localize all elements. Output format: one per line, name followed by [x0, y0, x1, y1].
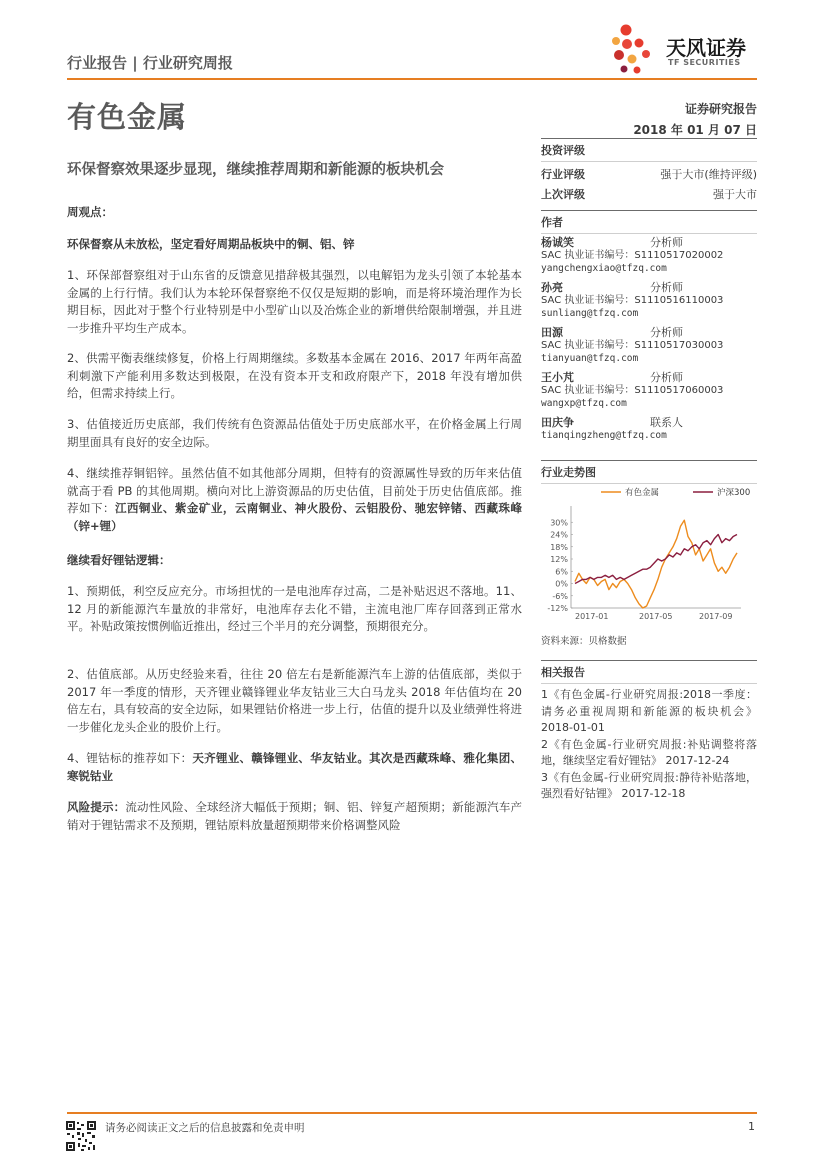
- legend-label: 有色金属: [625, 488, 660, 498]
- sector-title: 有色金属: [67, 100, 188, 134]
- author-4: [541, 371, 757, 410]
- paragraph-7-normal: 4、锂钴标的推荐如下：: [67, 751, 193, 765]
- paragraph-5-text: 1、预期低，利空反应充分。市场担忧的一是电池库存过高，二是补贴迟迟不落地。11、12 月的新能源汽车量放的非常好，电池库存去化不错，主流电池厂库存回落到正常水平。补贴政策按惯例临近推出，经过三个半月的充分调整，预期很充分。: [67, 584, 522, 633]
- authors-rule: [541, 233, 757, 234]
- legend-label: 沪深300: [717, 488, 751, 498]
- risk-label: 风险提示：: [67, 800, 126, 814]
- risk-text: [67, 799, 522, 834]
- related-report-date: 2017-12-18: [621, 787, 686, 800]
- x-tick-label: 2017-05: [639, 612, 673, 621]
- previous-rating-label: 上次评级: [541, 188, 585, 201]
- author-email[interactable]: tianyuan@tfzq.com: [541, 353, 639, 364]
- risk-paragraph: [67, 799, 522, 834]
- risk-body: 流动性风险、全球经济大幅低于预期；铜、铝、锌复产超预期；新能源汽车产销对于锂钴需求不及预期，锂钴原料放量超预期带来价格调整风险: [67, 800, 522, 832]
- author-cert: SAC 执业证书编号：S1110517020002: [541, 250, 724, 261]
- section1-heading: [67, 236, 522, 254]
- author-role: 分析师: [650, 326, 683, 339]
- section2-heading: [67, 552, 522, 570]
- y-tick-label: 18%: [550, 542, 568, 552]
- chart-source: 资料来源：贝格数据: [541, 636, 627, 647]
- rating-top-rule: [541, 138, 757, 139]
- author-email[interactable]: wangxp@tfzq.com: [541, 398, 627, 409]
- logo-mark-icon: [610, 22, 665, 74]
- paragraph-4-bold: 江西铜业、紫金矿业，云南铜业、神火股份、云铝股份、驰宏锌锗、西藏珠峰（锌+锂）: [67, 501, 523, 533]
- report-date: 2018 年 01 月 07 日: [633, 123, 757, 137]
- paragraph-7-text: [67, 750, 522, 785]
- report-category: 行业报告 | 行业研究周报: [67, 54, 233, 72]
- related-report-item[interactable]: [541, 737, 757, 770]
- author-role: 分析师: [650, 236, 683, 249]
- footer-divider: [67, 1112, 757, 1114]
- related-report-title[interactable]: 1《有色金属-行业研究周报:2018一季度：请务必重视周期和新能源的板块机会》: [541, 688, 757, 718]
- author-3: [541, 326, 757, 365]
- y-tick-label: 6%: [555, 567, 568, 577]
- author-role: 分析师: [650, 371, 683, 384]
- chart-heading: 行业走势图: [541, 466, 596, 479]
- header-divider: [67, 78, 757, 80]
- y-tick-label: 30%: [550, 518, 568, 528]
- author-cert: SAC 执业证书编号：S1110517030003: [541, 340, 724, 351]
- rating-heading: 投资评级: [541, 144, 585, 157]
- related-report-item[interactable]: [541, 687, 757, 737]
- paragraph-2-text: 2、供需平衡表继续修复，价格上行周期继续。多数基本金属在 2016、2017 年两年高盈利刺激下产能利用多数达到极限，在没有资本开支和政府限产下，2018 年没有增加供给，但需求持续上行。: [67, 351, 522, 400]
- x-tick-label: 2017-09: [699, 612, 733, 621]
- paragraph-5: [67, 583, 522, 636]
- industry-rating-label: 行业评级: [541, 168, 585, 181]
- page-number: 1: [748, 1120, 755, 1133]
- weekly-view-label: [67, 204, 522, 222]
- related-rule: [541, 683, 757, 684]
- author-1: [541, 236, 757, 275]
- paragraph-1-text: 1、环保部督察组对于山东省的反馈意见措辞极其强烈，以电解铝为龙头引领了本轮基本金属的上行行情。我们认为本轮环保督察绝不仅仅是短期的影响，而是将环境治理作为长期目标，因此对于整个行业特别是中小型矿山以及冶炼企业的新增供给限制增强，并且进一步推升平均生产成本。: [67, 268, 522, 335]
- series-line-nonferrous: [575, 520, 737, 608]
- report-title: 环保督察效果逐步显现，继续推荐周期和新能源的板块机会: [67, 162, 444, 178]
- paragraph-3: [67, 416, 522, 451]
- authors-heading: 作者: [541, 216, 563, 229]
- industry-rating-row: [541, 166, 757, 182]
- paragraph-7-bold: 天齐锂业、赣锋锂业、华友钴业。其次是西藏珠峰、雅化集团、寒锐钴业: [67, 751, 522, 783]
- author-email[interactable]: sunliang@tfzq.com: [541, 308, 639, 319]
- author-role: 联系人: [650, 416, 683, 429]
- related-report-title[interactable]: 2《有色金属-行业研究周报:补贴调整将落地，继续坚定看好锂钴》: [541, 737, 757, 767]
- industry-rating-value: 强于大市(维持评级): [660, 168, 757, 181]
- related-report-title[interactable]: 3《有色金属-行业研究周报:静待补贴落地，强烈看好钴锂》: [541, 770, 757, 800]
- author-cert: SAC 执业证书编号：S1110517060003: [541, 385, 724, 396]
- rating-block: [541, 138, 757, 202]
- author-name: 杨诚笑: [541, 236, 574, 249]
- author-name: 王小芃: [541, 371, 574, 384]
- author-email[interactable]: yangchengxiao@tfzq.com: [541, 263, 667, 274]
- chart-top-rule: [541, 460, 757, 461]
- previous-rating-row: [541, 186, 757, 202]
- intro-label: 周观点：: [67, 205, 113, 219]
- company-logo: [610, 22, 665, 74]
- y-tick-label: 24%: [550, 530, 568, 540]
- trend-chart-block: [541, 460, 757, 484]
- paragraph-6-text: 2、估值底部。从历史经验来看，往往 20 倍左右是新能源汽车上游的估值底部，类似于 2017 年一季度的情形，天齐锂业赣锋锂业华友钴业三大白马龙头 2018 年估值均在 20 倍左右，具有较高的安全边际，如果锂钴价格进一步上行，估值的提升以及业绩弹性将进一步催化龙头企业的股价上行。: [67, 667, 522, 734]
- paragraph-1: [67, 267, 522, 337]
- qr-code-icon: [65, 1120, 97, 1152]
- logo-text-cn: 天风证券: [666, 36, 746, 60]
- related-top-rule: [541, 660, 757, 661]
- section2-heading-text: 继续看好锂钴逻辑：: [67, 553, 171, 567]
- report-type: 证券研究报告: [684, 102, 757, 116]
- related-report-date: 2018-01-01: [541, 721, 605, 734]
- author-cert: SAC 执业证书编号：S1110516110003: [541, 295, 724, 306]
- related-heading: 相关报告: [541, 666, 585, 679]
- y-tick-label: -6%: [552, 591, 568, 601]
- related-report-item[interactable]: [541, 770, 757, 803]
- author-name: 田源: [541, 326, 563, 339]
- y-tick-label: 12%: [550, 555, 568, 564]
- paragraph-7: [67, 750, 522, 785]
- section1-heading-text: 环保督察从未放松，坚定看好周期品板块中的铜、铝、锌: [67, 237, 355, 251]
- paragraph-3-text: 3、估值接近历史底部，我们传统有色资源品估值处于历史底部水平，在价格金属上行周期里面具有良好的安全边际。: [67, 417, 522, 449]
- logo-text-en: TF SECURITIES: [668, 58, 741, 67]
- paragraph-6: [67, 666, 522, 736]
- paragraph-4: [67, 465, 522, 535]
- y-tick-label: 0%: [555, 579, 568, 589]
- author-role: 分析师: [650, 281, 683, 294]
- y-tick-label: -12%: [547, 604, 568, 613]
- paragraph-4-normal: 4、继续推荐铜铝锌。虽然估值不如其他部分周期，但特有的资源属性导致的历年来估值就高于看 PB 的其他周期。横向对比上游资源品的历史估值，目前处于历史估值底部。推荐如下：: [67, 466, 522, 515]
- author-5: [541, 416, 757, 442]
- disclaimer-notice: 请务必阅读正文之后的信息披露和免责申明: [105, 1122, 305, 1134]
- author-name: 田庆争: [541, 416, 574, 429]
- previous-rating-value: 强于大市: [713, 188, 757, 201]
- x-tick-label: 2017-01: [575, 612, 609, 621]
- author-email[interactable]: tianqingzheng@tfzq.com: [541, 430, 667, 441]
- rating-rule: [541, 161, 757, 162]
- authors-top-rule: [541, 210, 757, 211]
- author-name: 孙亮: [541, 281, 563, 294]
- paragraph-2: [67, 350, 522, 403]
- related-report-date: 2017-12-24: [665, 754, 730, 767]
- related-reports-block: [541, 660, 757, 803]
- paragraph-4-text: [67, 465, 522, 535]
- author-2: [541, 281, 757, 320]
- authors-block: [541, 210, 757, 445]
- trend-chart: [541, 482, 757, 622]
